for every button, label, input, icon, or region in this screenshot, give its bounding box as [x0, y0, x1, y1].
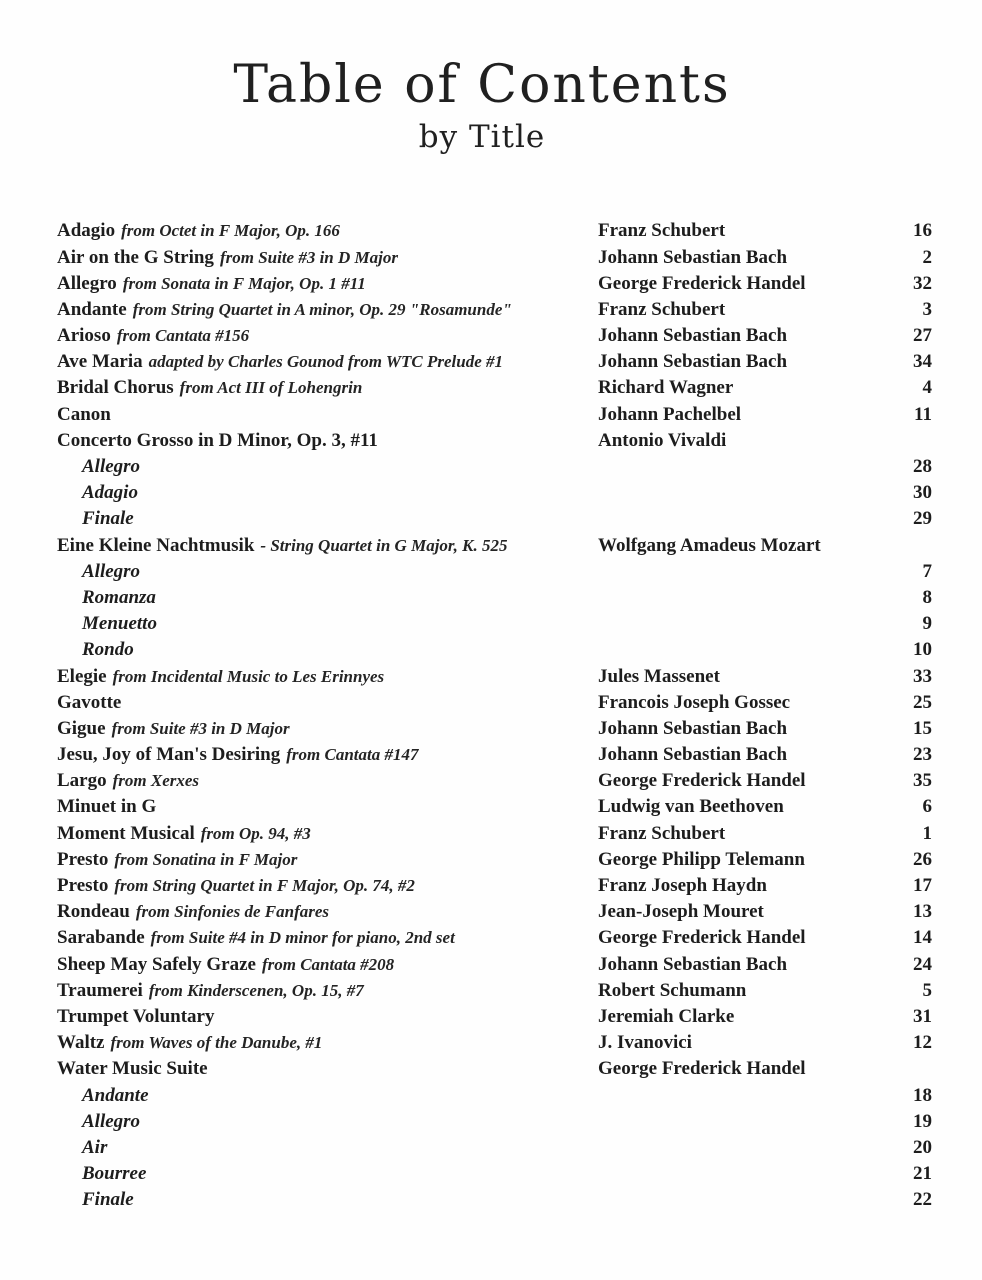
entry-detail: from Xerxes — [112, 771, 200, 791]
entry-title-cell — [57, 847, 598, 874]
entry-page: 10 — [913, 639, 932, 661]
entry-detail: from Op. 94, #3 — [200, 823, 311, 843]
entry-composer: Franz Joseph Haydn — [598, 875, 767, 897]
entry-title: Largo — [57, 770, 107, 792]
entry-title: Elegie — [57, 665, 107, 687]
entry-detail: adapted by Charles Gounod from WTC Prelude #1 — [148, 352, 503, 372]
entry-composer — [598, 585, 881, 612]
entry-detail: from Cantata #208 — [261, 954, 395, 974]
entry-composer: J. Ivanovici — [598, 1032, 692, 1054]
entry-composer — [598, 637, 881, 664]
entry-page — [881, 428, 932, 455]
toc-list — [0, 218, 982, 1213]
entry-title-cell — [57, 349, 598, 376]
entry-title-cell — [57, 637, 598, 664]
entry-title: Allegro — [82, 456, 141, 478]
entry-title: Ave Maria — [57, 351, 143, 373]
entry-page: 31 — [913, 1005, 932, 1027]
entry-composer: Wolfgang Amadeus Mozart — [598, 534, 821, 556]
page-title: Table of Contents — [233, 55, 731, 115]
entry-page: 6 — [922, 796, 932, 818]
entry-page: 25 — [913, 691, 932, 713]
entry-title: Sarabande — [57, 927, 145, 949]
entry-title-cell — [57, 559, 598, 586]
entry-title: Waltz — [57, 1032, 105, 1054]
entry-detail: from Incidental Music to Les Erinnyes — [112, 666, 385, 686]
entry-title: Andante — [82, 1084, 149, 1106]
entry-composer — [598, 506, 881, 533]
entry-composer: Franz Schubert — [598, 822, 726, 844]
toc-row — [57, 480, 932, 506]
entry-composer: Robert Schumann — [598, 979, 747, 1001]
entry-title-cell — [57, 794, 598, 821]
toc-row — [57, 690, 932, 716]
toc-row — [57, 585, 932, 611]
entry-page: 24 — [913, 953, 932, 975]
entry-composer: Jules Massenet — [598, 665, 720, 687]
toc-row — [57, 978, 932, 1004]
entry-composer — [598, 611, 881, 638]
entry-page: 7 — [922, 560, 932, 582]
entry-page: 28 — [913, 456, 932, 478]
entry-title: Concerto Grosso in D Minor, Op. 3, #11 — [57, 429, 378, 451]
toc-row — [57, 716, 932, 742]
entry-composer: Jean-Joseph Mouret — [598, 901, 764, 923]
entry-page: 9 — [922, 613, 932, 635]
entry-title-cell — [57, 664, 598, 691]
entry-title-cell — [57, 480, 598, 507]
entry-title: Romanza — [82, 586, 156, 608]
toc-row — [57, 375, 932, 401]
entry-title: Rondo — [82, 639, 134, 661]
entry-detail: from Kinderscenen, Op. 15, #7 — [148, 980, 364, 1000]
toc-row — [57, 1083, 932, 1109]
entry-title-cell — [57, 585, 598, 612]
entry-detail: from Sinfonies de Fanfares — [135, 902, 330, 922]
toc-row — [57, 925, 932, 951]
entry-composer: Jeremiah Clarke — [598, 1005, 735, 1027]
toc-row — [57, 454, 932, 480]
entry-composer: George Frederick Handel — [598, 1058, 806, 1080]
entry-page: 13 — [913, 901, 932, 923]
entry-page: 26 — [913, 848, 932, 870]
entry-composer: George Philipp Telemann — [598, 848, 805, 870]
entry-page: 21 — [913, 1163, 932, 1185]
toc-row — [57, 768, 932, 794]
entry-composer: Johann Sebastian Bach — [598, 246, 788, 268]
entry-title: Air — [82, 1136, 108, 1158]
entry-title: Adagio — [57, 220, 116, 242]
entry-page: 15 — [913, 717, 932, 739]
toc-row — [57, 1056, 932, 1082]
entry-composer: Antonio Vivaldi — [598, 429, 727, 451]
entry-page: 17 — [913, 875, 932, 897]
entry-composer: George Frederick Handel — [598, 927, 806, 949]
entry-title-cell — [57, 1161, 598, 1188]
entry-title: Canon — [57, 403, 111, 425]
entry-composer: Ludwig van Beethoven — [598, 796, 784, 818]
entry-composer — [598, 454, 881, 481]
entry-title-cell — [57, 323, 598, 350]
entry-composer: Johann Sebastian Bach — [598, 351, 788, 373]
toc-row — [57, 847, 932, 873]
entry-title-cell — [57, 506, 598, 533]
entry-page: 22 — [913, 1189, 932, 1211]
entry-page: 3 — [922, 298, 932, 320]
entry-title: Menuetto — [82, 613, 157, 635]
entry-title: Presto — [57, 875, 109, 897]
entry-page: 23 — [913, 744, 932, 766]
entry-page: 11 — [914, 403, 932, 425]
toc-row — [57, 873, 932, 899]
entry-title-cell — [57, 1004, 598, 1031]
entry-page — [881, 533, 932, 560]
toc-row — [57, 1187, 932, 1213]
entry-composer — [598, 1187, 881, 1214]
entry-title: Sheep May Safely Graze — [57, 953, 256, 975]
toc-row — [57, 428, 932, 454]
toc-row — [57, 821, 932, 847]
entry-page: 19 — [913, 1110, 932, 1132]
entry-page: 35 — [913, 770, 932, 792]
page-subtitle: by Title — [418, 119, 546, 156]
entry-title-cell — [57, 899, 598, 926]
entry-composer: Johann Sebastian Bach — [598, 953, 788, 975]
entry-title-cell — [57, 1083, 598, 1110]
entry-detail: from Octet in F Major, Op. 166 — [121, 221, 340, 241]
entry-title: Allegro — [57, 272, 117, 294]
toc-row — [57, 664, 932, 690]
entry-title-cell — [57, 1187, 598, 1214]
entry-title-cell — [57, 1030, 598, 1057]
entry-composer: Johann Sebastian Bach — [598, 717, 788, 739]
entry-title-cell — [57, 297, 598, 324]
toc-row — [57, 533, 932, 559]
entry-composer: Franz Schubert — [598, 220, 726, 242]
toc-row — [57, 794, 932, 820]
entry-title: Minuet in G — [57, 796, 157, 818]
entry-page: 34 — [913, 351, 932, 373]
entry-composer: Franz Schubert — [598, 298, 726, 320]
entry-title-cell — [57, 533, 598, 560]
entry-title-cell — [57, 402, 598, 429]
entry-title-cell — [57, 1056, 598, 1083]
entry-composer: Johann Sebastian Bach — [598, 325, 788, 347]
entry-page: 1 — [922, 822, 932, 844]
entry-title: Finale — [82, 1189, 134, 1211]
toc-row — [57, 899, 932, 925]
entry-title-cell — [57, 716, 598, 743]
entry-page: 8 — [922, 586, 932, 608]
entry-title: Trumpet Voluntary — [57, 1005, 215, 1027]
entry-title-cell — [57, 873, 598, 900]
toc-row — [57, 1109, 932, 1135]
entry-page: 33 — [913, 665, 932, 687]
entry-title: Moment Musical — [57, 822, 195, 844]
entry-title-cell — [57, 978, 598, 1005]
toc-row — [57, 245, 932, 271]
entry-page: 5 — [922, 979, 932, 1001]
entry-page: 18 — [913, 1084, 932, 1106]
entry-composer: Richard Wagner — [598, 377, 734, 399]
toc-row — [57, 1161, 932, 1187]
entry-page: 4 — [922, 377, 932, 399]
toc-row — [57, 349, 932, 375]
toc-row — [57, 1135, 932, 1161]
toc-row — [57, 506, 932, 532]
entry-title-cell — [57, 821, 598, 848]
entry-title: Adagio — [82, 482, 138, 504]
entry-title-cell — [57, 690, 598, 717]
entry-title: Air on the G String — [57, 246, 214, 268]
toc-row — [57, 611, 932, 637]
entry-title: Andante — [57, 298, 127, 320]
entry-page: 14 — [913, 927, 932, 949]
entry-title: Finale — [82, 508, 134, 530]
entry-composer — [598, 559, 881, 586]
entry-composer — [598, 1161, 881, 1188]
entry-title-cell — [57, 742, 598, 769]
toc-header — [0, 0, 982, 154]
entry-title: Jesu, Joy of Man's Desiring — [57, 744, 281, 766]
entry-title: Rondeau — [57, 901, 130, 923]
entry-title: Presto — [57, 848, 109, 870]
entry-detail: from Sonatina in F Major — [114, 849, 298, 869]
entry-page: 12 — [913, 1032, 932, 1054]
entry-title-cell — [57, 375, 598, 402]
entry-composer: Johann Sebastian Bach — [598, 744, 788, 766]
entry-page: 2 — [922, 246, 932, 268]
toc-row — [57, 271, 932, 297]
entry-composer: George Frederick Handel — [598, 770, 806, 792]
entry-page: 32 — [913, 272, 932, 294]
toc-row — [57, 323, 932, 349]
entry-page: 27 — [913, 325, 932, 347]
entry-title-cell — [57, 218, 598, 245]
entry-composer — [598, 480, 881, 507]
entry-page: 30 — [913, 482, 932, 504]
toc-row — [57, 402, 932, 428]
toc-row — [57, 218, 932, 244]
entry-detail: from String Quartet in A minor, Op. 29 "Rosamunde" — [132, 299, 512, 319]
entry-title-cell — [57, 952, 598, 979]
entry-composer — [598, 1135, 881, 1162]
entry-detail: from Waves of the Danube, #1 — [110, 1033, 323, 1053]
entry-title: Water Music Suite — [57, 1058, 208, 1080]
entry-composer: George Frederick Handel — [598, 272, 806, 294]
entry-title: Gigue — [57, 717, 106, 739]
entry-page: 16 — [913, 220, 932, 242]
entry-page: 20 — [913, 1136, 932, 1158]
toc-row — [57, 952, 932, 978]
entry-detail: - String Quartet in G Major, K. 525 — [260, 535, 508, 555]
entry-title-cell — [57, 428, 598, 455]
entry-composer: Francois Joseph Gossec — [598, 691, 791, 713]
toc-row — [57, 1030, 932, 1056]
entry-title-cell — [57, 768, 598, 795]
entry-title-cell — [57, 1109, 598, 1136]
entry-detail: from Act III of Lohengrin — [179, 378, 363, 398]
entry-detail: from String Quartet in F Major, Op. 74, #2 — [114, 876, 415, 896]
entry-page: 29 — [913, 508, 932, 530]
entry-page — [881, 1056, 932, 1083]
entry-detail: from Suite #3 in D Major — [111, 718, 290, 738]
entry-title-cell — [57, 925, 598, 952]
entry-title: Bridal Chorus — [57, 377, 174, 399]
toc-row — [57, 297, 932, 323]
entry-title-cell — [57, 1135, 598, 1162]
entry-composer — [598, 1083, 881, 1110]
toc-row — [57, 1004, 932, 1030]
entry-detail: from Suite #3 in D Major — [219, 247, 398, 267]
entry-title: Allegro — [82, 1110, 141, 1132]
entry-detail: from Cantata #156 — [116, 326, 250, 346]
entry-title-cell — [57, 245, 598, 272]
toc-row — [57, 559, 932, 585]
entry-title-cell — [57, 271, 598, 298]
entry-title-cell — [57, 611, 598, 638]
entry-composer — [598, 1109, 881, 1136]
entry-title: Bourree — [82, 1163, 147, 1185]
entry-detail: from Sonata in F Major, Op. 1 #11 — [122, 273, 366, 293]
entry-title: Traumerei — [57, 979, 143, 1001]
entry-composer: Johann Pachelbel — [598, 403, 742, 425]
toc-row — [57, 742, 932, 768]
entry-title: Arioso — [57, 325, 111, 347]
entry-title: Eine Kleine Nachtmusik — [57, 534, 255, 556]
toc-row — [57, 637, 932, 663]
entry-title: Gavotte — [57, 691, 122, 713]
entry-title: Allegro — [82, 560, 141, 582]
entry-detail: from Suite #4 in D minor for piano, 2nd set — [150, 928, 455, 948]
entry-title-cell — [57, 454, 598, 481]
entry-detail: from Cantata #147 — [286, 745, 419, 765]
